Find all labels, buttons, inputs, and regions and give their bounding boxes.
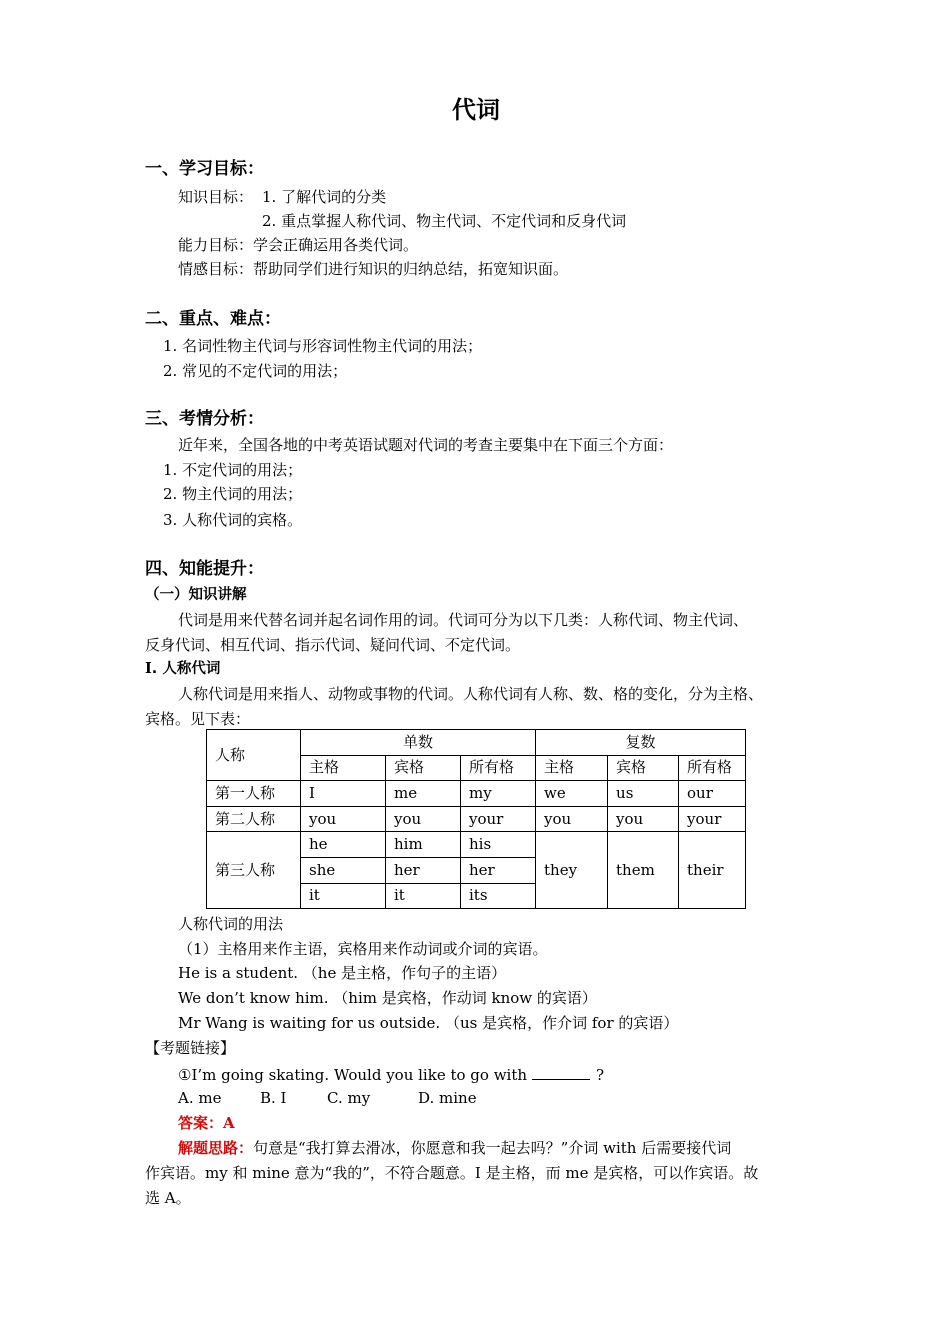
table-cell: their: [679, 832, 746, 909]
table-row: [207, 781, 746, 807]
table-cell: us: [608, 781, 679, 807]
table-cell: I: [301, 781, 386, 807]
section-heading-exam-analysis: 三、考情分析：: [145, 409, 264, 429]
personal-pronoun-table: [206, 729, 746, 909]
option-d: D. mine: [418, 1089, 477, 1107]
table-cell: it: [301, 883, 386, 909]
table-cell: we: [536, 781, 608, 807]
part-number: I: [145, 660, 152, 677]
table-subheader: 宾格: [386, 755, 461, 781]
explanation-line: 选 A。: [145, 1189, 191, 1207]
keypoint-item: 2. 常见的不定代词的用法；: [163, 362, 348, 380]
answer-blank: [532, 1067, 590, 1080]
table-cell: her: [386, 857, 461, 883]
table-subheader: 所有格: [461, 755, 536, 781]
emotion-goal: 情感目标：帮助同学们进行知识的归纳总结，拓宽知识面。: [178, 260, 569, 278]
answer-label: 答案：: [178, 1114, 224, 1132]
row-label: 第三人称: [207, 832, 301, 909]
table-cell: our: [679, 781, 746, 807]
table-cell: its: [461, 883, 536, 909]
exam-analysis-item: 3. 人称代词的宾格。: [163, 511, 303, 529]
explanation-line: [178, 1141, 731, 1156]
answer: [178, 1116, 235, 1131]
row-label: 第一人称: [207, 781, 301, 807]
page-title: 代词: [452, 96, 500, 124]
table-cell: my: [461, 781, 536, 807]
explanation-label: 解题思路：: [178, 1139, 254, 1157]
knowledge-goal-1: 1. 了解代词的分类: [262, 188, 387, 206]
part-title: . 人称代词: [151, 661, 221, 677]
usage-heading: 人称代词的用法: [178, 915, 284, 933]
section-heading-knowledge: 四、知能提升：: [145, 559, 264, 579]
table-cell: me: [386, 781, 461, 807]
table-subheader: 宾格: [608, 755, 679, 781]
subsection-heading: （一）知识讲解: [145, 587, 247, 603]
table-cell: them: [608, 832, 679, 909]
knowledge-goal-label: 知识目标：: [178, 188, 254, 206]
option-b: B. I: [260, 1089, 287, 1107]
usage-example: We don’t know him. （him 是宾格，作动词 know 的宾语）: [178, 989, 597, 1007]
table-cell: it: [386, 883, 461, 909]
exam-analysis-item: 2. 物主代词的用法；: [163, 485, 303, 503]
table-cell: your: [461, 806, 536, 832]
table-cell: your: [679, 806, 746, 832]
exam-analysis-intro: 近年来，全国各地的中考英语试题对代词的考查主要集中在下面三个方面：: [178, 436, 674, 454]
explanation-text: 句意是“我打算去滑冰，你愿意和我一起去吗？”介词 with 后需要接代词: [253, 1139, 732, 1157]
question: [178, 1067, 604, 1083]
table-header-plural: 复数: [536, 730, 746, 756]
option-a: A. me: [178, 1089, 222, 1107]
table-cell: her: [461, 857, 536, 883]
section-heading-keypoints: 二、重点、难点：: [145, 309, 281, 329]
table-subheader: 主格: [301, 755, 386, 781]
part-heading-personal-pronouns: [145, 662, 220, 677]
table-cell: you: [386, 806, 461, 832]
section-heading-objectives: 一、学习目标：: [145, 159, 264, 179]
question-text: ①I’m going skating. Would you like to go with: [178, 1066, 528, 1084]
table-cell: his: [461, 832, 536, 858]
usage-example: Mr Wang is waiting for us outside. （us 是宾格，作介词 for 的宾语）: [178, 1014, 679, 1032]
exam-link-heading: 【考题链接】: [145, 1039, 236, 1057]
table-row: [207, 832, 746, 858]
table-subheader: 所有格: [679, 755, 746, 781]
table-cell: she: [301, 857, 386, 883]
knowledge-goal-2: 2. 重点掌握人称代词、物主代词、不定代词和反身代词: [262, 212, 627, 230]
table-header-singular: 单数: [301, 730, 536, 756]
table-cell: you: [536, 806, 608, 832]
table-cell: they: [536, 832, 608, 909]
paragraph-line: 代词是用来代替名词并起名词作用的词。代词可分为以下几类：人称代词、物主代词、: [178, 611, 749, 629]
answer-value: A: [223, 1114, 235, 1132]
explanation-line: 作宾语。my 和 mine 意为“我的”，不符合题意。I 是主格，而 me 是宾格，可以作宾语。故: [145, 1164, 759, 1182]
table-cell: you: [608, 806, 679, 832]
usage-example: He is a student. （he 是主格，作句子的主语）: [178, 964, 507, 982]
usage-rule: （1）主格用来作主语，宾格用来作动词或介词的宾语。: [178, 940, 548, 958]
option-c: C. my: [327, 1089, 371, 1107]
table-cell: you: [301, 806, 386, 832]
row-label: 第二人称: [207, 806, 301, 832]
keypoint-item: 1. 名词性物主代词与形容词性物主代词的用法；: [163, 337, 483, 355]
table-header-person: 人称: [207, 730, 301, 781]
paragraph-line: 宾格。见下表：: [145, 710, 251, 728]
ability-goal: 能力目标：学会正确运用各类代词。: [178, 236, 419, 254]
exam-analysis-item: 1. 不定代词的用法；: [163, 461, 303, 479]
paragraph-line: 反身代词、相互代词、指示代词、疑问代词、不定代词。: [145, 636, 521, 654]
question-mark: ?: [596, 1066, 605, 1084]
table-cell: he: [301, 832, 386, 858]
table-row: [207, 806, 746, 832]
paragraph-line: 人称代词是用来指人、动物或事物的代词。人称代词有人称、数、格的变化，分为主格、: [178, 685, 764, 703]
table-cell: him: [386, 832, 461, 858]
table-subheader: 主格: [536, 755, 608, 781]
